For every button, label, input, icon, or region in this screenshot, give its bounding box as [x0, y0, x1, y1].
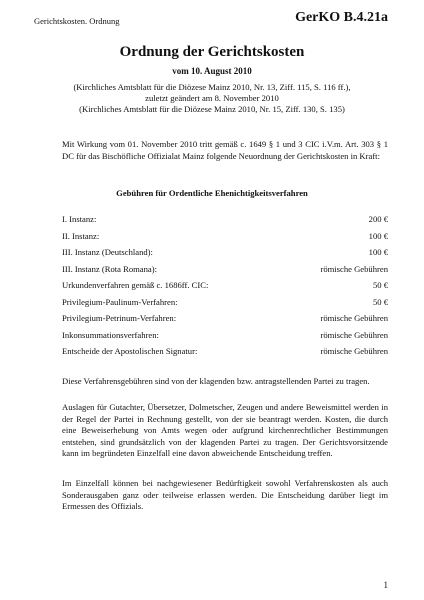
fee-label: Urkundenverfahren gemäß c. 1686ff. CIC: — [62, 280, 209, 290]
fee-label: Privilegium-Paulinum-Verfahren: — [62, 296, 178, 307]
fee-value: römische Gebühren — [320, 346, 388, 356]
fee-value: 200 € — [368, 214, 388, 224]
fee-row — [62, 213, 388, 230]
page-number: 1 — [383, 580, 388, 590]
fee-label: III. Instanz (Deutschland): — [62, 247, 153, 257]
fee-label: Privilegium-Petrinum-Verfahren: — [62, 313, 177, 323]
fee-row — [62, 263, 388, 280]
body-paragraph-2: Auslagen für Gutachter, Übersetzer, Dolmetscher, Zeugen und andere Beweismittel werden in der Regel der Partei in Rechnung gestellt, von der sie beantragt werden. Kosten, die durch eine Beweiserhebung von Amts wegen oder aufgrund kirchenrechtlicher Bestimmungen entstehen, sind grundsätzlich von der klagenden Partei zu tragen. Der Gerichtsvorsitzende kann im begründeten Einzelfall eine davon abweichende Entscheidung treffen. — [62, 402, 388, 458]
body-paragraph-1: Diese Verfahrensgebühren sind von der klagenden bzw. antragstellenden Partei zu tragen. — [62, 376, 370, 386]
fee-row — [62, 246, 388, 263]
source-line-1: (Kirchliches Amtsblatt für die Diözese Mainz 2010, Nr. 13, Ziff. 115, S. 116 ff.), — [73, 82, 351, 92]
fee-value: 50 € — [372, 296, 388, 307]
fee-value: römische Gebühren — [320, 313, 388, 323]
fee-table — [62, 213, 388, 362]
fee-value: römische Gebühren — [320, 329, 388, 340]
source-line-3: (Kirchliches Amtsblatt für die Diözese Mainz 2010, Nr. 15, Ziff. 130, S. 135) — [79, 104, 345, 114]
fee-value: 100 € — [368, 230, 388, 241]
document-date: vom 10. August 2010 — [172, 66, 252, 76]
body-paragraph-3: Im Einzelfall können bei nachgewiesener Bedürftigkeit sowohl Verfahrenskosten als auch Sonderausgaben ganz oder teilweise erlassen werden. Die Entscheidung darüber liegt im Ermessen des Offizials. — [62, 478, 388, 511]
fee-row — [62, 345, 388, 362]
running-header-left: Gerichtskosten. Ordnung — [34, 16, 120, 26]
fee-label: I. Instanz: — [62, 214, 97, 224]
fee-row — [62, 279, 388, 296]
fee-row — [62, 312, 388, 329]
fee-value: 50 € — [372, 280, 388, 290]
fee-label: II. Instanz: — [62, 230, 100, 241]
intro-paragraph: Mit Wirkung vom 01. November 2010 tritt gemäß c. 1649 § 1 und 3 CIC i.V.m. Art. 303 § 1 DC für das Bischöfliche Offizialat Mainz folgende Neuordnung der Gerichtskosten in Kraft: — [62, 139, 388, 161]
fee-label: III. Instanz (Rota Romana): — [62, 263, 157, 274]
document-title: Ordnung der Gerichtskosten — [119, 44, 305, 60]
document-code: GerKO B.4.21a — [295, 10, 388, 25]
fee-label: Inkonsummationsverfahren: — [62, 329, 159, 340]
source-line-2: zuletzt geändert am 8. November 2010 — [145, 93, 279, 103]
section-title: Gebühren für Ordentliche Ehenichtigkeitsverfahren — [116, 188, 308, 198]
fee-value: 100 € — [368, 247, 388, 257]
fee-row — [62, 230, 388, 247]
fee-row — [62, 329, 388, 346]
fee-value: römische Gebühren — [320, 263, 388, 274]
fee-row — [62, 296, 388, 313]
fee-label: Entscheide der Apostolischen Signatur: — [62, 346, 198, 356]
